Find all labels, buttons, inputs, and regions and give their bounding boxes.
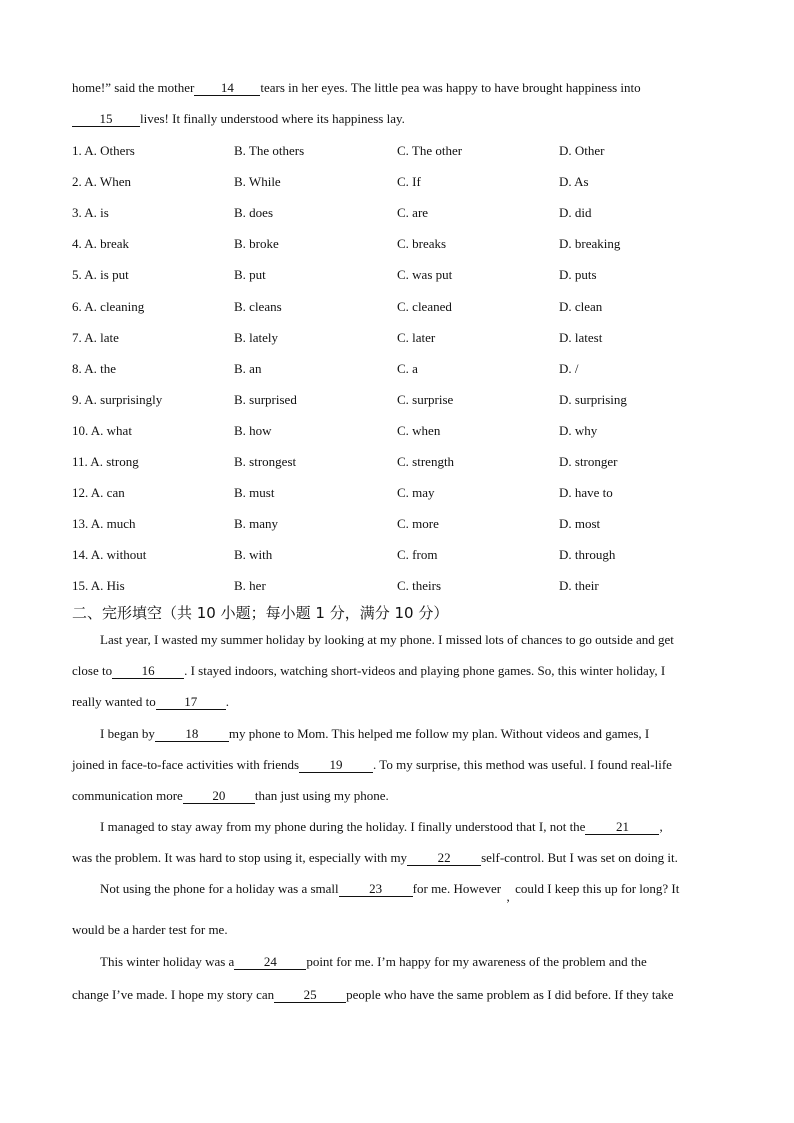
- text-segment: Not using the phone for a holiday was a small: [100, 881, 339, 896]
- text-segment: This winter holiday was a: [100, 954, 235, 969]
- option-row: [72, 360, 732, 378]
- option-c: C. was put: [397, 267, 453, 282]
- option-a: 13. A. much: [72, 516, 136, 531]
- text-segment: .: [225, 694, 229, 709]
- option-d: D. have to: [559, 485, 613, 500]
- section-heading: 二、完形填空（共 10 小题；每小题 1 分，满分 10 分）: [72, 604, 449, 622]
- option-c: C. breaks: [397, 236, 447, 251]
- option-row: [72, 235, 732, 253]
- blank-19: 19: [299, 758, 373, 773]
- option-c: C. when: [397, 423, 441, 438]
- option-d: D. clean: [559, 299, 603, 314]
- para2-line3: [72, 787, 389, 805]
- blank-20: 20: [183, 789, 255, 804]
- option-a: 14. A. without: [72, 547, 147, 562]
- blank-21: 21: [585, 820, 659, 835]
- option-row: [72, 546, 732, 564]
- para3-line1: [100, 818, 663, 836]
- text-segment: I began by: [100, 726, 155, 741]
- option-row: [72, 204, 732, 222]
- option-c: C. surprise: [397, 392, 454, 407]
- text-segment: joined in face-to-face activities with friends: [72, 757, 300, 772]
- option-a: 2. A. When: [72, 174, 131, 189]
- option-b: B. strongest: [234, 454, 297, 469]
- text-segment: really wanted to: [72, 694, 156, 709]
- option-a: 7. A. late: [72, 330, 119, 345]
- option-b: B. an: [234, 361, 262, 376]
- option-d: D. through: [559, 547, 616, 562]
- option-d: D. most: [559, 516, 601, 531]
- option-c: C. may: [397, 485, 435, 500]
- option-b: B. does: [234, 205, 273, 220]
- blank-25: 25: [274, 988, 346, 1003]
- option-d: D. stronger: [559, 454, 618, 469]
- option-row: [72, 298, 732, 316]
- option-b: B. many: [234, 516, 279, 531]
- text-segment: lives! It finally understood where its happiness lay.: [140, 111, 405, 126]
- option-c: C. more: [397, 516, 439, 531]
- para1-line1: Last year, I wasted my summer holiday by looking at my phone. I missed lots of chances to go outside and get: [100, 632, 674, 647]
- blank-23: 23: [339, 882, 413, 897]
- para1-line2: [72, 662, 665, 680]
- option-d: D. their: [559, 578, 599, 593]
- option-row: [72, 329, 732, 347]
- text-segment: change I’ve made. I hope my story can: [72, 987, 275, 1002]
- option-d: D. why: [559, 423, 598, 438]
- blank-15: 15: [72, 112, 140, 127]
- para5-line1: [100, 953, 647, 971]
- option-row: [72, 453, 732, 471]
- para4-line2: would be a harder test for me.: [72, 922, 228, 937]
- text-segment: close to: [72, 663, 113, 678]
- option-row: [72, 515, 732, 533]
- option-d: D. puts: [559, 267, 597, 282]
- text-segment: . I stayed indoors, watching short-videos and playing phone games. So, this winter holiday, I: [184, 663, 666, 678]
- option-c: C. are: [397, 205, 429, 220]
- option-b: B. how: [234, 423, 272, 438]
- option-c: C. The other: [397, 143, 463, 158]
- option-c: C. strength: [397, 454, 455, 469]
- option-a: 11. A. strong: [72, 454, 139, 469]
- option-b: B. lately: [234, 330, 279, 345]
- blank-24: 24: [234, 955, 306, 970]
- option-row: [72, 484, 732, 502]
- text-segment: home!” said the mother: [72, 80, 195, 95]
- option-d: D. /: [559, 361, 579, 376]
- blank-16: 16: [112, 664, 184, 679]
- text-segment: tears in her eyes. The little pea was happy to have brought happiness into: [260, 80, 641, 95]
- text-segment: for me. However: [412, 881, 502, 896]
- option-c: C. a: [397, 361, 418, 376]
- para2-line1: [100, 725, 649, 743]
- text-segment: I managed to stay away from my phone during the holiday. I finally understood that I, not the: [100, 819, 586, 834]
- option-b: B. broke: [234, 236, 279, 251]
- text-segment: was the problem. It was hard to stop using it, especially with my: [72, 850, 408, 865]
- option-row: [72, 577, 732, 595]
- blank-14: 14: [194, 81, 260, 96]
- option-a: 12. A. can: [72, 485, 125, 500]
- option-c: C. theirs: [397, 578, 442, 593]
- option-row: [72, 391, 732, 409]
- para1-line3: [72, 693, 229, 711]
- option-a: 9. A. surprisingly: [72, 392, 163, 407]
- text-segment: than just using my phone.: [254, 788, 389, 803]
- comma-mark: ,: [506, 889, 510, 904]
- text-segment: . To my surprise, this method was useful. I found real-life: [373, 757, 672, 772]
- passage-line-1: [72, 79, 641, 97]
- option-row: [72, 266, 732, 284]
- option-b: B. cleans: [234, 299, 282, 314]
- text-segment: ,: [659, 819, 663, 834]
- blank-22: 22: [407, 851, 481, 866]
- option-c: C. If: [397, 174, 421, 189]
- option-d: D. Other: [559, 143, 605, 158]
- option-d: D. did: [559, 205, 592, 220]
- option-b: B. her: [234, 578, 266, 593]
- para2-line2: [72, 756, 672, 774]
- text-segment: could I keep this up for long? It: [515, 881, 680, 896]
- option-a: 15. A. His: [72, 578, 125, 593]
- option-b: B. surprised: [234, 392, 297, 407]
- option-b: B. While: [234, 174, 281, 189]
- option-a: 3. A. is: [72, 205, 109, 220]
- para4-line1: [100, 880, 680, 904]
- option-c: C. later: [397, 330, 436, 345]
- option-b: B. with: [234, 547, 273, 562]
- text-segment: self-control. But I was set on doing it.: [481, 850, 678, 865]
- option-c: C. from: [397, 547, 438, 562]
- option-a: 10. A. what: [72, 423, 132, 438]
- para3-line2: [72, 849, 678, 867]
- option-d: D. As: [559, 174, 589, 189]
- para5-line2: [72, 986, 674, 1004]
- blank-17: 17: [156, 695, 226, 710]
- option-d: D. breaking: [559, 236, 621, 251]
- text-segment: communication more: [72, 788, 183, 803]
- option-row: [72, 142, 732, 160]
- text-segment: my phone to Mom. This helped me follow my plan. Without videos and games, I: [228, 726, 650, 741]
- option-d: D. latest: [559, 330, 603, 345]
- option-a: 8. A. the: [72, 361, 117, 376]
- text-segment: point for me. I’m happy for my awareness of the problem and the: [306, 954, 647, 969]
- option-row: [72, 173, 732, 191]
- passage-line-2: [72, 110, 405, 128]
- option-d: D. surprising: [559, 392, 627, 407]
- option-row: [72, 422, 732, 440]
- option-a: 4. A. break: [72, 236, 130, 251]
- option-a: 1. A. Others: [72, 143, 135, 158]
- blank-18: 18: [155, 727, 229, 742]
- option-a: 6. A. cleaning: [72, 299, 145, 314]
- option-b: B. put: [234, 267, 266, 282]
- option-c: C. cleaned: [397, 299, 452, 314]
- option-a: 5. A. is put: [72, 267, 129, 282]
- option-b: B. The others: [234, 143, 305, 158]
- option-b: B. must: [234, 485, 275, 500]
- text-segment: people who have the same problem as I did before. If they take: [346, 987, 674, 1002]
